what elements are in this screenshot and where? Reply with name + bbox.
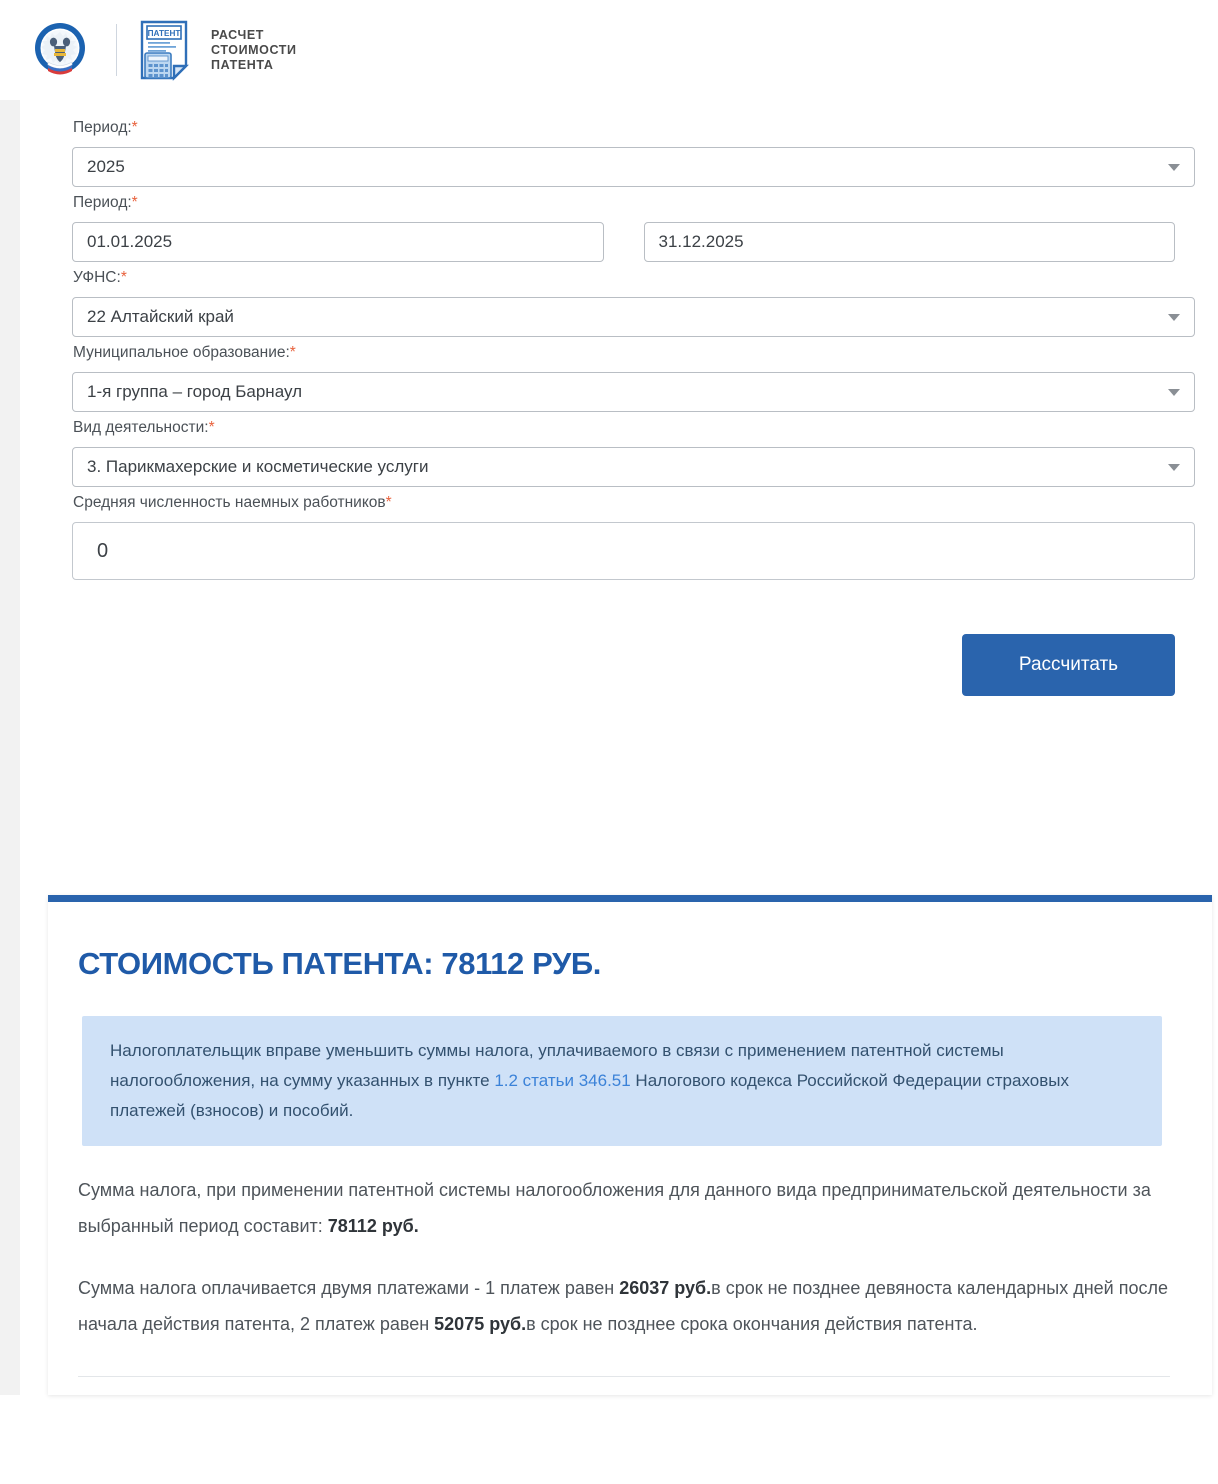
result-paragraph-total — [78, 1172, 1170, 1244]
total-text: Сумма налога, при применении патентной системы налогообложения для данного вида предпринимательской деятельности за выбранный период составит: — [78, 1180, 1151, 1236]
period-date-to-value: 31.12.2025 — [658, 232, 744, 251]
period-date-from-input[interactable] — [72, 222, 604, 262]
year-label — [73, 118, 1175, 138]
ufns-select[interactable] — [72, 297, 1195, 337]
period-date-from-value: 01.01.2025 — [87, 232, 173, 251]
logo-divider — [116, 24, 117, 76]
field-year — [72, 118, 1175, 187]
result-bottom-spacer — [78, 1377, 1174, 1395]
brand-title-line-1: РАСЧЕТ — [211, 27, 265, 42]
brand-title-line-3: ПАТЕНТА — [211, 57, 274, 72]
chevron-down-icon[interactable] — [1168, 389, 1180, 396]
result-paragraph-payments — [78, 1270, 1170, 1342]
result-card — [48, 895, 1212, 1395]
ufns-label-text: УФНС: — [73, 269, 121, 286]
total-amount: 78112 руб. — [327, 1216, 419, 1236]
tax-reduction-notice — [82, 1016, 1162, 1146]
employees-input[interactable] — [72, 522, 1195, 580]
employees-label — [73, 493, 1175, 513]
result-section — [20, 895, 1218, 1395]
patent-document-icon — [139, 19, 195, 81]
chevron-down-icon[interactable] — [1168, 164, 1180, 171]
year-label-text: Период: — [73, 119, 132, 136]
field-period — [72, 193, 1175, 262]
calculate-button[interactable]: Рассчитать — [962, 634, 1175, 696]
year-required-mark: * — [131, 119, 138, 136]
period-label-text: Период: — [73, 194, 132, 211]
year-select[interactable] — [72, 147, 1195, 187]
employees-input-value: 0 — [97, 539, 109, 562]
fns-emblem-icon — [28, 18, 92, 82]
ufns-label — [73, 268, 1175, 288]
svg-text:ПАТЕНТ: ПАТЕНТ — [147, 29, 181, 38]
brand-logo-group[interactable] — [28, 18, 297, 82]
ufns-required-mark: * — [120, 269, 127, 286]
activity-label — [73, 418, 1175, 438]
year-select-value: 2025 — [87, 157, 125, 176]
payment-2-amount: 52075 руб. — [434, 1314, 527, 1334]
notice-text-part2: Налогового кодекса Российской Федерации страховых платежей (взносов) и пособий. — [110, 1071, 1069, 1120]
field-employees — [72, 493, 1175, 580]
payments-text-part2: в срок не позднее девяноста календарных дней после начала действия патента, 2 платеж равен — [78, 1278, 1168, 1334]
employees-label-text: Средняя численность наемных работников — [73, 494, 386, 511]
period-required-mark: * — [131, 194, 138, 211]
municipality-required-mark: * — [289, 344, 296, 361]
activity-select[interactable] — [72, 447, 1195, 487]
payments-text-part1: Сумма налога оплачивается двумя платежами - 1 платеж равен — [78, 1278, 620, 1298]
activity-label-text: Вид деятельности: — [73, 419, 209, 436]
field-activity — [72, 418, 1175, 487]
municipality-label — [73, 343, 1175, 363]
period-label — [73, 193, 1175, 213]
chevron-down-icon[interactable] — [1168, 314, 1180, 321]
payments-text-part3: в срок не позднее срока окончания действия патента. — [526, 1314, 978, 1334]
municipality-select[interactable] — [72, 372, 1195, 412]
result-title: СТОИМОСТЬ ПАТЕНТА: 78112 РУБ. — [78, 946, 601, 981]
ufns-select-value: 22 Алтайский край — [87, 307, 234, 326]
field-municipality — [72, 343, 1175, 412]
tax-code-article-link[interactable]: 1.2 статьи 346.51 — [494, 1071, 631, 1090]
calculator-form — [20, 100, 1218, 895]
notice-text-part1: Налогоплательщик вправе уменьшить суммы налога, уплачиваемого в связи с применением патентной системы налогообложения, на сумму указанных в пункте — [110, 1041, 1004, 1090]
brand-title-line-2: СТОИМОСТИ — [211, 42, 297, 57]
activity-required-mark: * — [208, 419, 215, 436]
activity-select-value: 3. Парикмахерские и косметические услуги — [87, 457, 429, 476]
payment-1-amount: 26037 руб. — [619, 1278, 712, 1298]
page-body — [0, 100, 1218, 1395]
site-header — [0, 0, 1218, 100]
patent-brand-mark — [139, 19, 297, 81]
employees-required-mark: * — [385, 494, 392, 511]
period-date-row — [72, 222, 1175, 262]
brand-title — [211, 28, 297, 73]
municipality-label-text: Муниципальное образование: — [73, 344, 290, 361]
chevron-down-icon[interactable] — [1168, 464, 1180, 471]
municipality-select-value: 1-я группа – город Барнаул — [87, 382, 302, 401]
field-ufns — [72, 268, 1175, 337]
form-actions — [72, 634, 1175, 696]
period-date-to-input[interactable] — [644, 222, 1176, 262]
